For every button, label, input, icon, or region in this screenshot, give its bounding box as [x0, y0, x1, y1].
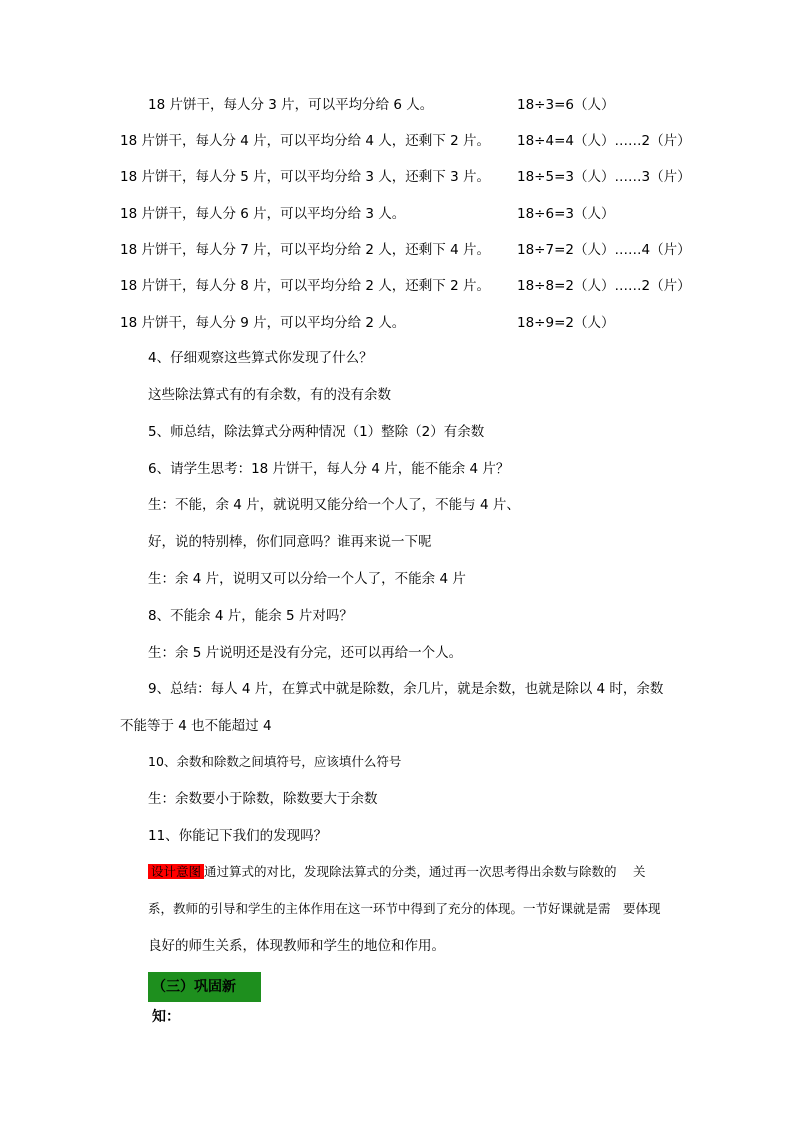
step-4-question: 4、仔细观察这些算式你发现了什么？: [148, 350, 373, 366]
design-intent-tag: 设计意图: [148, 864, 204, 879]
row-equation-1: 18÷3=6（人）: [517, 97, 615, 113]
row-text-5: 18 片饼干，每人分 7 片，可以平均分给 2 人，还剩下 4 片。: [120, 242, 490, 258]
step-8-question: 8、不能余 4 片，能余 5 片对吗？: [148, 608, 353, 624]
row-equation-5: 18÷7=2（人）……4（片）: [517, 242, 691, 258]
row-equation-6: 18÷8=2（人）……2（片）: [517, 278, 691, 294]
step-8-answer: 生：余 5 片说明还是没有分完，还可以再给一个人。: [148, 645, 463, 661]
step-6-student-answer: 生：不能，余 4 片，就说明又能分给一个人了，不能与 4 片、: [148, 497, 520, 513]
step-6-student-answer-2: 生：余 4 片，说明又可以分给一个人了，不能余 4 片: [148, 571, 466, 587]
step-11-question: 11、你能记下我们的发现吗？: [148, 828, 328, 844]
step-9-summary-cont: 不能等于 4 也不能超过 4: [120, 718, 272, 734]
row-text-6: 18 片饼干，每人分 8 片，可以平均分给 2 人，还剩下 2 片。: [120, 278, 490, 294]
row-equation-4: 18÷6=3（人）: [517, 206, 615, 222]
row-equation-3: 18÷5=3（人）……3（片）: [517, 169, 691, 185]
design-intent-line-2: 系，教师的引导和学生的主体作用在这一环节中得到了充分的体现。一节好课就是需 要体现: [148, 901, 661, 916]
row-text-1: 18 片饼干，每人分 3 片，可以平均分给 6 人。: [148, 97, 434, 113]
step-5-summary: 5、师总结，除法算式分两种情况（1）整除（2）有余数: [148, 424, 485, 440]
row-text-2: 18 片饼干，每人分 4 片，可以平均分给 4 人，还剩下 2 片。: [120, 133, 490, 149]
row-text-4: 18 片饼干，每人分 6 片，可以平均分给 3 人。: [120, 206, 406, 222]
step-9-summary: 9、总结：每人 4 片，在算式中就是除数，余几片，就是余数，也就是除以 4 时，余数: [148, 681, 664, 697]
step-10-question: 10、余数和除数之间填符号，应该填什么符号: [148, 754, 402, 769]
step-6-question: 6、请学生思考：18 片饼干，每人分 4 片，能不能余 4 片？: [148, 461, 510, 477]
section-heading-consolidate: （三）巩固新知：: [148, 972, 261, 1002]
row-text-3: 18 片饼干，每人分 5 片，可以平均分给 3 人，还剩下 3 片。: [120, 169, 490, 185]
row-equation-2: 18÷4=4（人）……2（片）: [517, 133, 691, 149]
row-equation-7: 18÷9=2（人）: [517, 315, 615, 331]
step-10-answer: 生：余数要小于除数，除数要大于余数: [148, 791, 378, 807]
design-intent-line-3: 良好的师生关系，体现教师和学生的地位和作用。: [148, 938, 445, 954]
step-4-answer: 这些除法算式有的有余数，有的没有余数: [148, 387, 391, 403]
design-intent-text-1: 通过算式的对比，发现除法算式的分类，通过再一次思考得出余数与除数的 关: [204, 864, 646, 879]
step-6-teacher-reply: 好，说的特别棒，你们同意吗？谁再来说一下呢: [148, 534, 432, 550]
design-intent-line-1: [148, 862, 646, 882]
row-text-7: 18 片饼干，每人分 9 片，可以平均分给 2 人。: [120, 315, 406, 331]
